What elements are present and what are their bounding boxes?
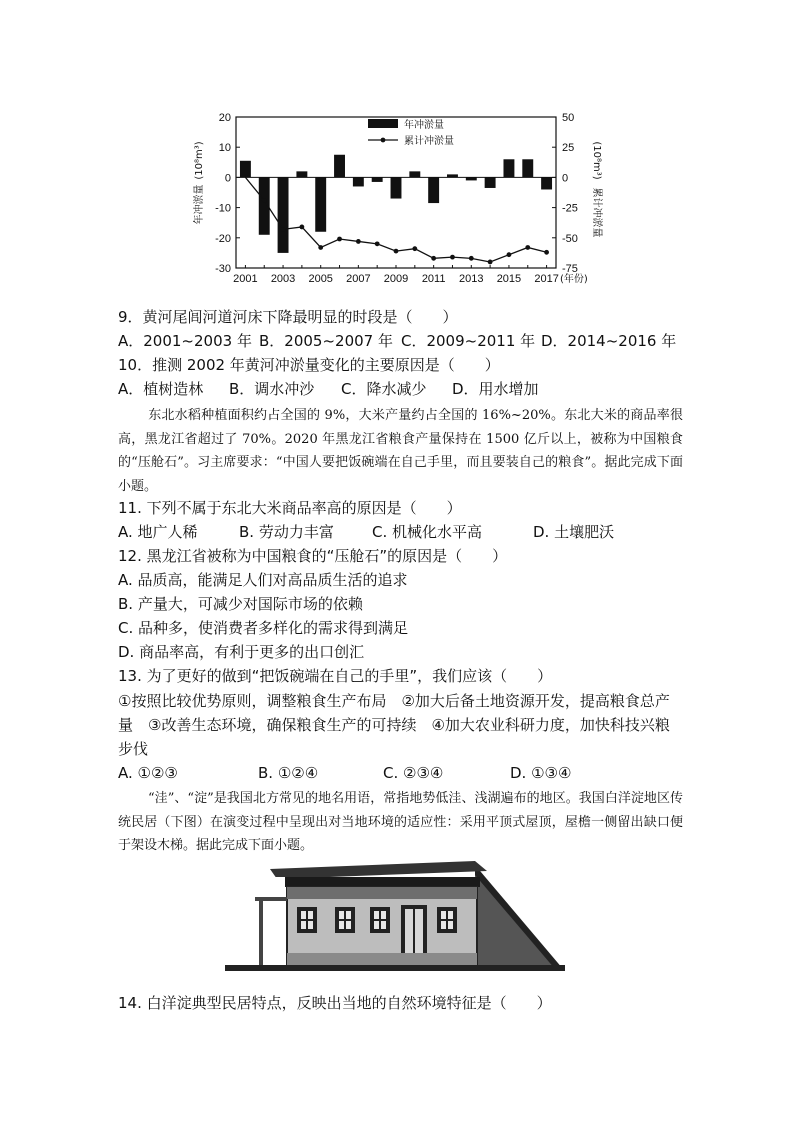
q9-option-d[interactable]: D．2014~2016 年 (541, 332, 677, 350)
cumulative-point-2009 (394, 249, 399, 254)
right-tick-label: 0 (562, 172, 569, 185)
q12-option-c[interactable]: C. 品种多，使消费者多样化的需求得到满足 (118, 619, 409, 637)
bar-2005 (315, 177, 326, 231)
left-tick-label: -20 (215, 232, 231, 245)
bar-2009 (391, 177, 402, 198)
x-unit-label: (年份) (560, 274, 588, 285)
q11-option-c[interactable]: C. 机械化水平高 (372, 523, 483, 541)
left-tick-label: -30 (215, 263, 231, 275)
bar-2004 (296, 171, 307, 177)
q9-option-b[interactable]: B．2005~2007 年 (259, 332, 393, 350)
q9-option-a[interactable]: A．2001~2003 年 (118, 332, 252, 350)
x-tick-label: 2013 (459, 273, 484, 285)
q10-option-c[interactable]: C．降水减少 (341, 380, 427, 398)
q11-option-a[interactable]: A. 地广人稀 (118, 523, 198, 541)
q9-stem: 9．黄河尾闾河道河床下降最明显的时段是（ ） (118, 308, 458, 326)
left-axis-title: 年冲淤量 (194, 184, 205, 225)
q12-option-d[interactable]: D. 商品率高，有利于更多的出口创汇 (118, 643, 365, 661)
q10-option-a[interactable]: A．植树造林 (118, 380, 204, 398)
bar-2014 (485, 177, 496, 188)
passage-baiyangdian (118, 787, 683, 858)
left-tick-label: 0 (224, 172, 231, 185)
right-tick-label: -25 (562, 202, 578, 215)
right-tick-label: 25 (562, 142, 575, 155)
x-tick-label: 2003 (270, 273, 296, 285)
right-tick-label: -75 (562, 263, 578, 275)
left-tick-label: -10 (215, 202, 231, 215)
x-tick-label: 2007 (346, 273, 371, 285)
cumulative-point-2017 (544, 250, 549, 255)
legend-bar-swatch (368, 119, 398, 128)
bar-2001 (240, 161, 251, 178)
bar-2006 (334, 155, 345, 178)
q12-option-b[interactable]: B. 产量大，可减少对国际市场的依赖 (118, 595, 363, 613)
cumulative-point-2015 (507, 252, 512, 257)
bar-2015 (503, 159, 514, 177)
left-tick-label: 10 (218, 142, 231, 155)
q13-option-b[interactable]: B. ①②④ (258, 764, 319, 782)
cumulative-point-2008 (375, 241, 380, 246)
q13-body: ①按照比较优势原则，调整粮食生产布局 ②加大后备土地资源开发，提高粮食总产量 ③改善生态环境，确保粮食生产的可持续 ④加大农业科研力度，加快科技兴粮步伐 (118, 692, 670, 758)
cumulative-point-2005 (318, 245, 323, 250)
q11-option-b[interactable]: B. 劳动力丰富 (239, 523, 334, 541)
left-axis-unit: (10⁸m³) (194, 141, 205, 180)
cumulative-point-2010 (412, 246, 417, 251)
sediment-chart (190, 105, 610, 295)
q13-stem: 13. 为了更好的做到“把饭碗端在自己的手里”，我们应该（ ） (118, 667, 553, 685)
right-axis-title: 累计冲淤量 (591, 187, 602, 238)
bar-2017 (541, 177, 552, 189)
q13-option-a[interactable]: A. ①②③ (118, 764, 178, 782)
q12-option-a[interactable]: A. 品质高，能满足人们对高品质生活的追求 (118, 571, 408, 589)
cumulative-point-2016 (525, 245, 530, 250)
bar-2011 (428, 177, 439, 203)
bar-2003 (278, 177, 289, 253)
bar-2016 (522, 159, 533, 177)
passage-baiyangdian-text: “洼”、“淀”是我国北方常见的地名用语，常指地势低洼、浅湖遍布的地区。我国白洋淀地区传统民居（下图）在演变过程中呈现出对当地环境的适应性：采用平顶式屋顶，屋檐一侧留出缺口便于架设木梯。据此完成下面小题。 (118, 791, 683, 853)
right-tick-label: -50 (562, 232, 578, 245)
sediment-chart-svg (190, 105, 610, 295)
q10-option-b[interactable]: B．调水冲沙 (229, 380, 315, 398)
x-tick-label: 2015 (496, 273, 522, 285)
q10-stem: 10．推测 2002 年黄河冲淤量变化的主要原因是（ ） (118, 356, 500, 374)
x-tick-label: 2005 (308, 273, 333, 285)
bar-2010 (409, 171, 420, 177)
x-tick-label: 2001 (233, 273, 258, 285)
traditional-house-illustration (225, 857, 565, 975)
legend-bar-label: 年冲淤量 (404, 120, 444, 131)
q10-option-d[interactable]: D．用水增加 (452, 380, 539, 398)
cumulative-point-2007 (356, 239, 361, 244)
cumulative-point-2011 (431, 256, 436, 261)
bar-2012 (447, 174, 458, 177)
q11-option-d[interactable]: D. 土壤肥沃 (533, 523, 615, 541)
passage-northeast-rice-text: 东北水稻种植面积约占全国的 9%，大米产量约占全国的 16%~20%。东北大米的商品率很高，黑龙江省超过了 70%。2020 年黑龙江省粮食产量保持在 1500 亿斤以上，被称为中国粮食的“压舱石”。习主席要求：“中国人要把饭碗端在自己手里，而且要装自己的粮食”。据此完成下面小题。 (118, 408, 683, 494)
cumulative-point-2006 (337, 237, 342, 242)
cumulative-point-2012 (450, 255, 455, 260)
passage-northeast-rice (118, 404, 683, 498)
bar-2013 (466, 177, 477, 180)
right-axis-unit: (10⁸m³) (591, 141, 602, 180)
bar-2008 (372, 177, 383, 182)
cumulative-point-2014 (488, 260, 493, 265)
q13-option-d[interactable]: D. ①③④ (510, 764, 572, 782)
q13-option-c[interactable]: C. ②③④ (383, 764, 444, 782)
q14-stem: 14. 白洋淀典型民居特点，反映出当地的自然环境特征是（ ） (118, 994, 552, 1012)
q12-stem: 12. 黑龙江省被称为中国粮食的“压舱石”的原因是（ ） (118, 547, 508, 565)
q11-stem: 11. 下列不属于东北大米商品率高的原因是（ ） (118, 499, 462, 517)
left-tick-label: 20 (218, 112, 231, 124)
cumulative-point-2002 (262, 198, 267, 203)
legend-line-marker (381, 138, 386, 143)
x-tick-label: 2011 (421, 273, 446, 285)
cumulative-point-2013 (469, 256, 474, 261)
legend-line-label: 累计冲淤量 (404, 136, 454, 147)
cumulative-point-2004 (299, 225, 304, 230)
cumulative-point-2003 (281, 227, 286, 232)
q9-option-c[interactable]: C．2009~2011 年 (401, 332, 536, 350)
x-tick-label: 2017 (534, 273, 559, 285)
right-tick-label: 50 (562, 112, 575, 124)
house-drawing (225, 857, 565, 975)
bar-2007 (353, 177, 364, 186)
x-tick-label: 2009 (383, 273, 409, 285)
